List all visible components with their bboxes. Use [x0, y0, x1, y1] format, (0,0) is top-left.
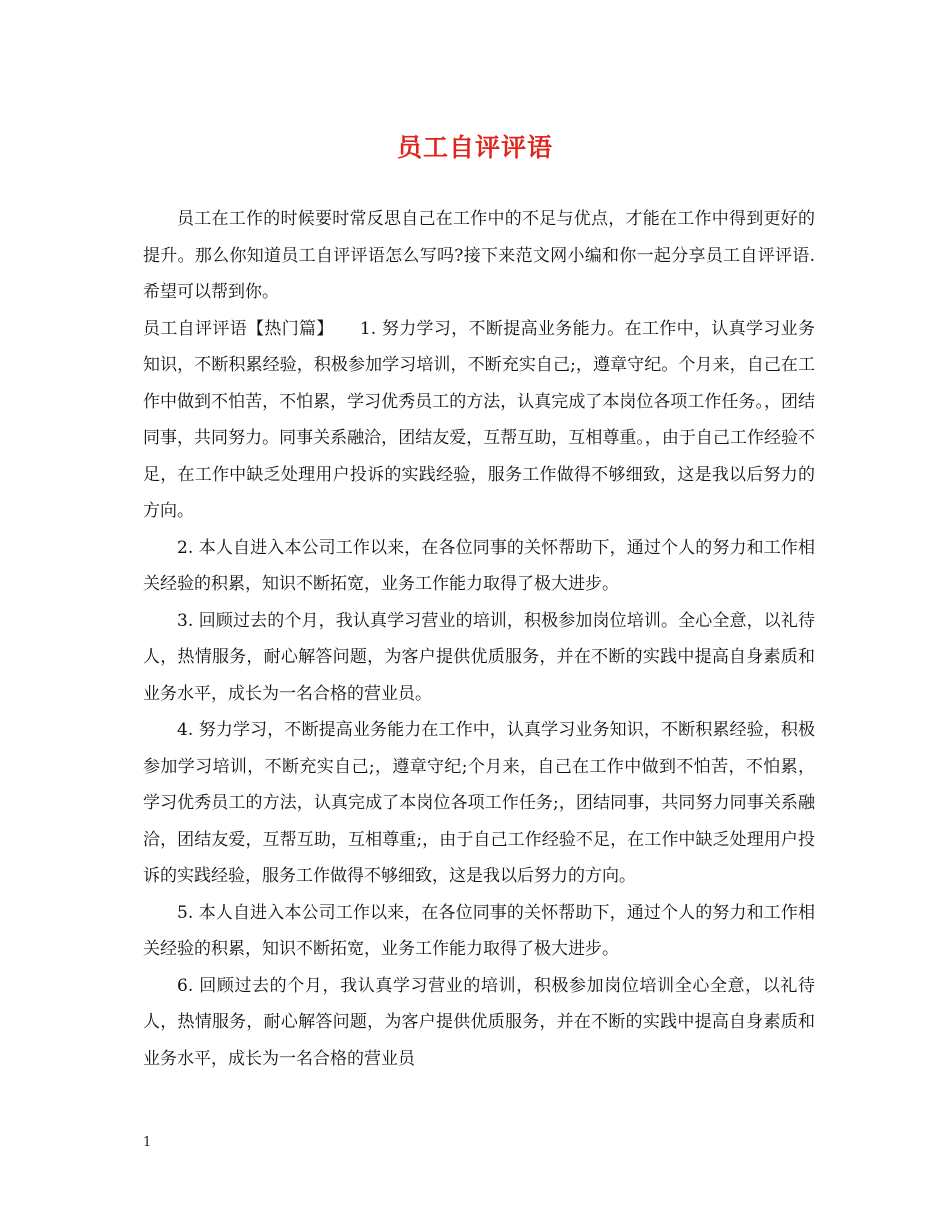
- paragraph-item-6: 6. 回顾过去的个月，我认真学习营业的培训，积极参加岗位培训全心全意，以礼待人，热情服务，耐心解答问题，为客户提供优质服务，并在不断的实践中提高自身素质和业务水平，成长为一名合格的营业员: [143, 975, 815, 1069]
- paragraph-item-4: 4. 努力学习，不断提高业务能力在工作中，认真学习业务知识，不断积累经验，积极参加学习培训，不断充实自己;，遵章守纪;个月来，自己在工作中做到不怕苦，不怕累，学习优秀员工的方法，认真完成了本岗位各项工作任务;，团结同事，共同努力同事关系融洽，团结友爱，互帮互助，互相尊重;，由于自己工作经验不足，在工作中缺乏处理用户投诉的实践经验，服务工作做得不够细致，这是我以后努力的方向。: [143, 720, 815, 886]
- paragraph-item-3: 3. 回顾过去的个月，我认真学习营业的培训，积极参加岗位培训。全心全意，以礼待人，热情服务，耐心解答问题，为客户提供优质服务，并在不断的实践中提高自身素质和业务水平，成长为一名合格的营业员。: [143, 610, 815, 704]
- document-body: [143, 201, 815, 1077]
- paragraph-intro: 员工在工作的时候要时常反思自己在工作中的不足与优点，才能在工作中得到更好的提升。那么你知道员工自评评语怎么写吗?接下来范文网小编和你一起分享员工自评评语.希望可以帮到你。: [143, 209, 815, 302]
- paragraph-item-2: 2. 本人自进入本公司工作以来，在各位同事的关怀帮助下，通过个人的努力和工作相关经验的积累，知识不断拓宽，业务工作能力取得了极大进步。: [143, 537, 815, 594]
- paragraph-item-5: 5. 本人自进入本公司工作以来，在各位同事的关怀帮助下，通过个人的努力和工作相关经验的积累，知识不断拓宽，业务工作能力取得了极大进步。: [143, 902, 815, 959]
- document-title: 员工自评评语: [396, 133, 553, 162]
- paragraph-item-1: 员工自评评语【热门篇】 1. 努力学习，不断提高业务能力。在工作中，认真学习业务知识，不断积累经验，积极参加学习培训，不断充实自己;，遵章守纪。个月来，自己在工作中做到不怕苦，不怕累，学习优秀员工的方法，认真完成了本岗位各项工作任务。，团结同事，共同努力。同事关系融洽，团结友爱，互帮互助，互相尊重。，由于自己工作经验不足，在工作中缺乏处理用户投诉的实践经验，服务工作做得不够细致，这是我以后努力的方向。: [143, 318, 815, 521]
- page-number: 1: [143, 1135, 152, 1150]
